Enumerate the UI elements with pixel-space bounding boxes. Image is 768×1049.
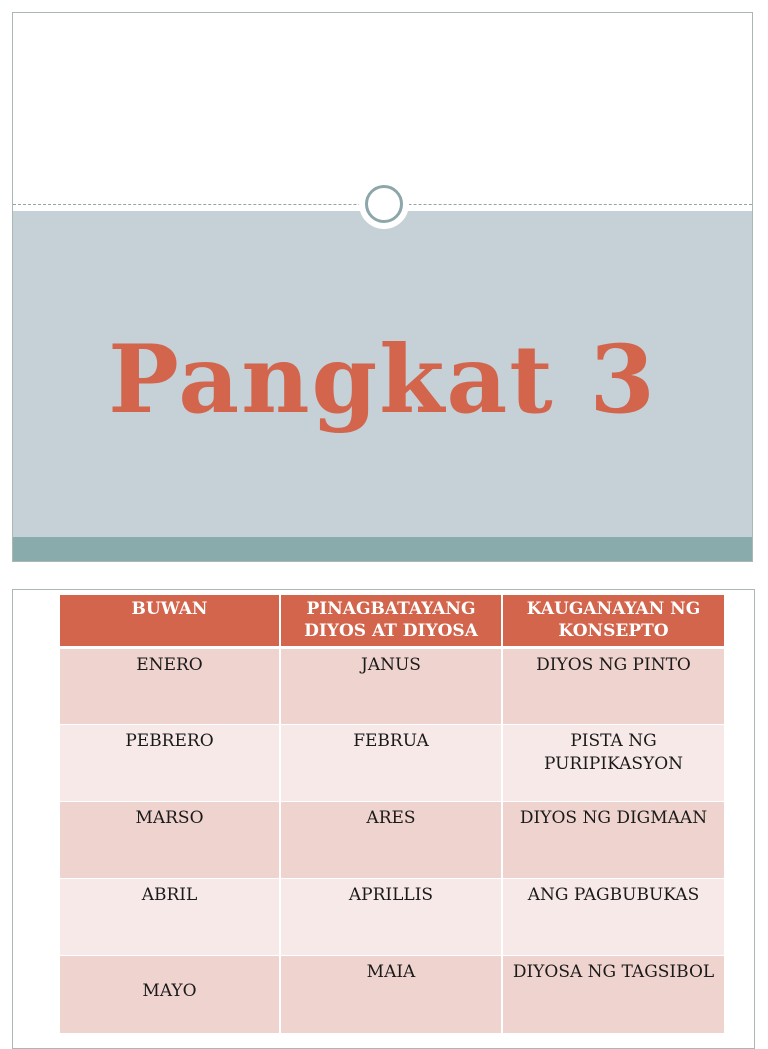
- table-row: [59, 802, 725, 879]
- cell-month: ABRIL: [59, 879, 280, 956]
- cell-month: PEBRERO: [59, 725, 280, 802]
- table-row: [59, 648, 725, 725]
- header-kauganayan: KAUGANAYAN NG KONSEPTO: [502, 595, 725, 648]
- table-slide[interactable]: [12, 589, 755, 1049]
- header-pinagbatayang-diyos: PINAGBATAYANG DIYOS AT DIYOSA: [280, 595, 502, 648]
- cell-deity: JANUS: [280, 648, 502, 725]
- cell-concept: ANG PAGBUBUKAS: [502, 879, 725, 956]
- table-row: [59, 879, 725, 956]
- cell-concept: DIYOS NG DIGMAAN: [502, 802, 725, 879]
- cell-concept: PISTA NG PURIPIKASYON: [502, 725, 725, 802]
- table-row: [59, 956, 725, 1033]
- cell-deity: FEBRUA: [280, 725, 502, 802]
- circle-ornament-icon: [359, 179, 409, 229]
- header-buwan: BUWAN: [59, 595, 280, 648]
- accent-strip: [13, 537, 752, 561]
- cell-concept: DIYOS NG PINTO: [502, 648, 725, 725]
- ring-icon: [365, 185, 403, 223]
- cell-month: MARSO: [59, 802, 280, 879]
- slide-title: Pangkat 3: [108, 325, 657, 435]
- cell-deity: ARES: [280, 802, 502, 879]
- cell-deity: APRILLIS: [280, 879, 502, 956]
- months-table: [58, 595, 726, 1033]
- cell-month: ENERO: [59, 648, 280, 725]
- cell-month: MAYO: [59, 956, 280, 1033]
- table-row: [59, 725, 725, 802]
- table-header-row: [59, 595, 725, 648]
- cell-deity: MAIA: [280, 956, 502, 1033]
- title-slide[interactable]: [12, 12, 753, 562]
- cell-concept: DIYOSA NG TAGSIBOL: [502, 956, 725, 1033]
